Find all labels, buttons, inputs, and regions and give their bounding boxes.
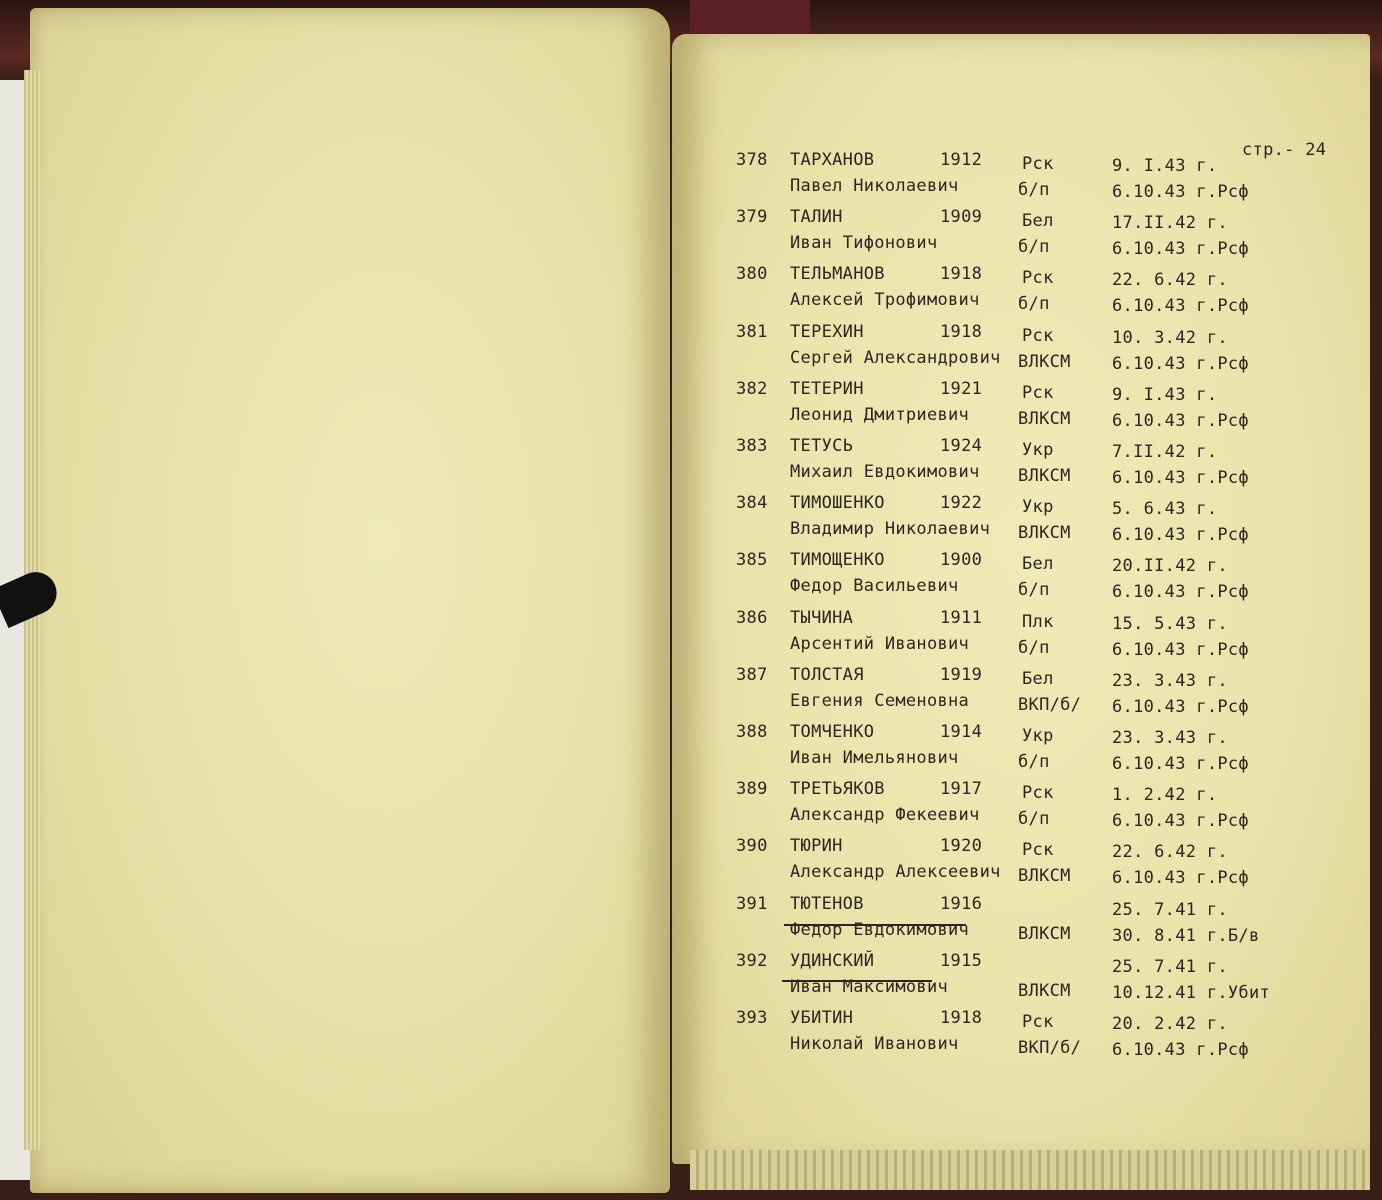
entry-date-end: 6.10.43 г.Рсф	[1112, 754, 1249, 774]
entry-number: 378	[736, 150, 768, 170]
entry-date-end: 6.10.43 г.Рсф	[1112, 182, 1249, 202]
entry-date-start: 25. 7.41 г.	[1112, 899, 1228, 920]
entry-party-status: ВКП/б/	[1018, 694, 1082, 715]
entry-party-status: ВЛКСМ	[1018, 523, 1071, 544]
entry-surname: УБИТИН	[790, 1008, 854, 1028]
entry-surname: ТЕТЕРИН	[790, 378, 864, 399]
register-entry	[0, 379, 1382, 435]
entry-date-start: 23. 3.43 г.	[1112, 670, 1228, 691]
entry-given-name: Евгения Семеновна	[790, 690, 970, 711]
entry-date-end: 6.10.43 г.Рсф	[1112, 296, 1249, 317]
register-entry	[0, 493, 1382, 549]
entry-birth-year: 1916	[940, 893, 983, 914]
entry-origin-code: Рск	[1022, 382, 1054, 403]
entry-birth-year: 1920	[940, 836, 983, 857]
entry-origin-code: Бел	[1022, 668, 1054, 689]
entry-birth-year: 1921	[940, 378, 983, 399]
entry-origin-code: Плк	[1022, 611, 1054, 632]
entry-party-status: б/п	[1018, 237, 1050, 258]
register-entry	[0, 951, 1382, 1007]
entry-surname: ТЕЛЬМАНОВ	[790, 264, 885, 285]
entry-number: 388	[736, 722, 768, 742]
entry-birth-year: 1918	[940, 321, 983, 342]
entry-birth-year: 1918	[940, 264, 983, 285]
entry-date-start: 5. 6.43 г.	[1112, 499, 1218, 520]
entry-birth-year: 1909	[940, 207, 983, 228]
entry-given-name: Иван Максимович	[790, 976, 949, 997]
entry-date-end: 6.10.43 г.Рсф	[1112, 410, 1249, 431]
register-entry	[0, 550, 1382, 606]
entry-party-status: б/п	[1018, 294, 1050, 315]
entry-party-status: б/п	[1018, 809, 1050, 830]
entry-date-start: 9. I.43 г.	[1112, 384, 1218, 405]
entry-number: 382	[736, 378, 768, 399]
entry-number: 391	[736, 893, 768, 914]
entry-party-status: б/п	[1018, 180, 1050, 200]
entry-date-start: 20.II.42 г.	[1112, 556, 1228, 577]
entry-date-end: 6.10.43 г.Рсф	[1112, 239, 1249, 260]
page-number: стр.- 24	[1242, 140, 1327, 160]
entry-given-name: Федор Васильевич	[790, 576, 959, 597]
register-entry	[0, 608, 1382, 664]
entry-origin-code: Укр	[1022, 497, 1054, 518]
entry-date-end: 6.10.43 г.Рсф	[1112, 353, 1249, 374]
register-entry	[0, 665, 1382, 721]
entry-birth-year: 1919	[940, 664, 983, 685]
register-entry	[0, 322, 1382, 378]
entry-given-name: Федор Евдокимович	[790, 919, 970, 940]
entry-date-end: 6.10.43 г.Рсф	[1112, 868, 1249, 889]
entry-origin-code: Укр	[1022, 440, 1054, 460]
entry-party-status: б/п	[1018, 752, 1050, 772]
entry-origin-code: Бел	[1022, 211, 1054, 232]
entry-number: 387	[736, 664, 768, 685]
entry-date-start: 1. 2.42 г.	[1112, 785, 1218, 806]
entry-number: 380	[736, 264, 768, 285]
entry-surname: ТИМОШЕНКО	[790, 493, 885, 514]
register-entry	[0, 894, 1382, 950]
entry-date-start: 22. 6.42 г.	[1112, 270, 1228, 291]
entry-date-end: 6.10.43 г.Рсф	[1112, 468, 1249, 488]
entry-number: 386	[736, 607, 768, 628]
entry-date-end: 10.12.41 г.Убит	[1112, 982, 1271, 1003]
entry-date-start: 10. 3.42 г.	[1112, 327, 1228, 348]
entry-given-name: Арсентий Иванович	[790, 633, 970, 654]
entry-date-end: 30. 8.41 г.Б/в	[1112, 925, 1260, 946]
register-entry	[0, 722, 1382, 778]
entry-number: 383	[736, 436, 768, 456]
entry-party-status: ВЛКСМ	[1018, 866, 1071, 887]
entry-surname: ТЫЧИНА	[790, 607, 854, 628]
entry-given-name: Владимир Николаевич	[790, 519, 991, 540]
entry-number: 379	[736, 207, 768, 228]
entry-date-start: 7.II.42 г.	[1112, 442, 1218, 462]
entry-birth-year: 1918	[940, 1008, 983, 1028]
register-entry	[0, 264, 1382, 320]
entry-surname: УДИНСКИЙ	[790, 950, 875, 971]
torn-bottom-edge	[690, 1150, 1370, 1190]
entry-date-start: 20. 2.42 г.	[1112, 1014, 1228, 1034]
underline-392	[782, 980, 932, 982]
entry-birth-year: 1911	[940, 607, 983, 628]
entry-date-end: 6.10.43 г.Рсф	[1112, 1040, 1249, 1060]
entry-given-name: Иван Тифонович	[790, 233, 938, 254]
entry-number: 390	[736, 836, 768, 857]
entry-date-end: 6.10.43 г.Рсф	[1112, 811, 1249, 832]
entry-surname: ТЕТУСЬ	[790, 436, 854, 456]
entry-given-name: Александр Фекеевич	[790, 805, 980, 826]
entry-origin-code: Рск	[1022, 783, 1054, 804]
entry-surname: ТРЕТЬЯКОВ	[790, 779, 885, 800]
entry-date-start: 17.II.42 г.	[1112, 213, 1228, 234]
entry-birth-year: 1915	[940, 950, 983, 971]
entry-party-status: ВЛКСМ	[1018, 923, 1071, 944]
entry-date-start: 25. 7.41 г.	[1112, 956, 1228, 977]
entry-origin-code: Рск	[1022, 840, 1054, 861]
entry-number: 389	[736, 779, 768, 800]
entry-birth-year: 1922	[940, 493, 983, 514]
entry-surname: ТИМОЩЕНКО	[790, 550, 885, 571]
entry-date-end: 6.10.43 г.Рсф	[1112, 639, 1249, 660]
entry-given-name: Михаил Евдокимович	[790, 462, 980, 482]
entry-date-start: 9. I.43 г.	[1112, 156, 1218, 176]
entry-date-start: 22. 6.42 г.	[1112, 842, 1228, 863]
entry-surname: ТАРХАНОВ	[790, 150, 875, 170]
entry-surname: ТЮРИН	[790, 836, 843, 857]
entry-given-name: Иван Имельянович	[790, 748, 959, 768]
entry-given-name: Алексей Трофимович	[790, 290, 980, 311]
entry-origin-code: Рск	[1022, 154, 1054, 174]
entry-number: 384	[736, 493, 768, 514]
register-entry	[0, 779, 1382, 835]
entry-surname: ТОЛСТАЯ	[790, 664, 864, 685]
entry-surname: ТЮТЕНОВ	[790, 893, 864, 914]
entry-surname: ТАЛИН	[790, 207, 843, 228]
entry-origin-code: Рск	[1022, 1012, 1054, 1032]
register-entry	[0, 436, 1382, 492]
underline-391	[784, 924, 966, 926]
entry-number: 392	[736, 950, 768, 971]
entry-given-name: Леонид Дмитриевич	[790, 404, 970, 425]
entry-birth-year: 1914	[940, 722, 983, 742]
entry-surname: ТОМЧЕНКО	[790, 722, 875, 742]
entry-origin-code: Рск	[1022, 268, 1054, 289]
entry-number: 385	[736, 550, 768, 571]
entry-birth-year: 1912	[940, 150, 983, 170]
entry-date-start: 23. 3.43 г.	[1112, 728, 1228, 748]
entry-date-end: 6.10.43 г.Рсф	[1112, 582, 1249, 603]
entry-birth-year: 1924	[940, 436, 983, 456]
register-entry	[0, 1008, 1382, 1064]
entry-birth-year: 1917	[940, 779, 983, 800]
entry-number: 381	[736, 321, 768, 342]
entry-birth-year: 1900	[940, 550, 983, 571]
entry-party-status: ВКП/б/	[1018, 1038, 1082, 1058]
entry-date-end: 6.10.43 г.Рсф	[1112, 525, 1249, 546]
entry-given-name: Николай Иванович	[790, 1034, 959, 1054]
entry-given-name: Сергей Александрович	[790, 347, 1001, 368]
entry-origin-code: Укр	[1022, 726, 1054, 746]
entry-party-status: ВЛКСМ	[1018, 466, 1071, 486]
entry-given-name: Павел Николаевич	[790, 176, 959, 196]
register-entry	[0, 150, 1382, 206]
entry-date-start: 15. 5.43 г.	[1112, 613, 1228, 634]
entry-party-status: ВЛКСМ	[1018, 980, 1071, 1001]
entry-party-status: ВЛКСМ	[1018, 408, 1071, 429]
entry-number: 393	[736, 1008, 768, 1028]
entry-party-status: б/п	[1018, 637, 1050, 658]
entry-surname: ТЕРЕХИН	[790, 321, 864, 342]
entry-origin-code: Бел	[1022, 554, 1054, 575]
register-entry	[0, 207, 1382, 263]
entry-party-status: ВЛКСМ	[1018, 351, 1071, 372]
entry-date-end: 6.10.43 г.Рсф	[1112, 696, 1249, 717]
entry-given-name: Александр Алексеевич	[790, 862, 1001, 883]
entry-origin-code: Рск	[1022, 325, 1054, 346]
register-entry	[0, 836, 1382, 892]
entry-party-status: б/п	[1018, 580, 1050, 601]
